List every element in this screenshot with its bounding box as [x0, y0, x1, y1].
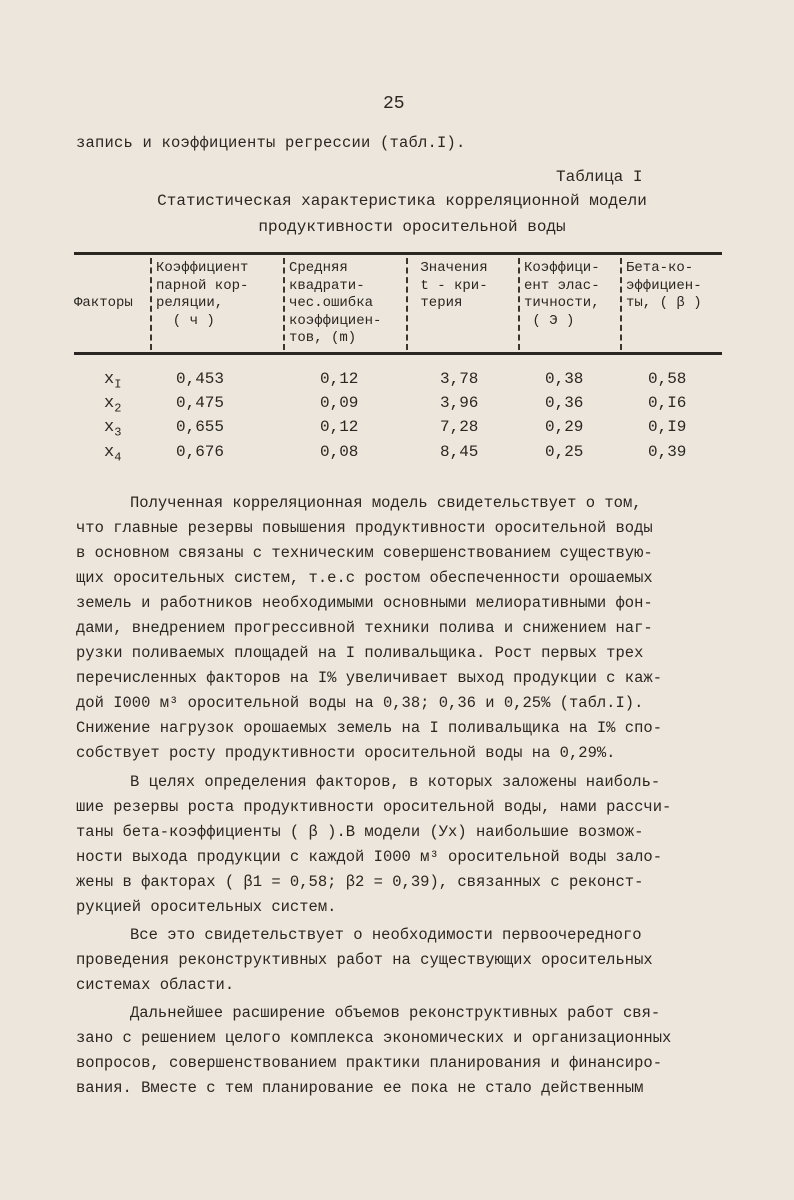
text-line: Полученная корреляционная модель свидетельствует о том,	[130, 494, 642, 512]
cell-beta: 0,I9	[648, 418, 687, 436]
column-separator	[150, 258, 152, 350]
text-line: собствует росту продуктивности оросительной воды на 0,29%.	[76, 744, 616, 762]
header-std-error: Средняя квадрати- чес.ошибка коэффициен- тов, (m)	[289, 260, 382, 346]
cell-r: 0,475	[176, 394, 225, 412]
text-line: дами, внедрением прогрессивной техники полива и снижением наг-	[76, 619, 653, 637]
column-separator	[620, 258, 622, 350]
factor-subscript: 3	[114, 425, 122, 440]
text-line: рузки поливаемых площадей на I поливальщика. Рост первых трех	[76, 644, 644, 662]
cell-t: 7,28	[440, 418, 479, 436]
cell-t: 3,78	[440, 370, 479, 388]
column-separator	[406, 258, 408, 350]
cell-beta: 0,39	[648, 443, 687, 461]
text-line: шие резервы роста продуктивности оросительной воды, нами рассчи-	[76, 798, 672, 816]
cell-e: 0,38	[545, 370, 584, 388]
factor-subscript: 4	[114, 450, 122, 465]
text-line: Все это свидетельствует о необходимости первоочередного	[130, 926, 642, 944]
text-line: таны бета-коэффициенты ( β ).В модели (Уx) наибольшие возмож-	[76, 823, 644, 841]
text-line: вопросов, совершенствованием практики планирования и финансиро-	[76, 1054, 662, 1072]
header-beta: Бета-ко- эффициен- ты, ( β )	[626, 260, 702, 311]
cell-m: 0,12	[320, 370, 359, 388]
column-separator	[518, 258, 520, 350]
cell-m: 0,08	[320, 443, 359, 461]
text-line: В целях определения факторов, в которых заложены наиболь-	[130, 773, 661, 791]
cell-t: 3,96	[440, 394, 479, 412]
row-factor	[104, 443, 121, 464]
text-line: вания. Вместе с тем планирование ее пока не стало действенным	[76, 1079, 644, 1097]
factor-symbol: x	[104, 370, 115, 389]
factor-symbol: x	[104, 394, 115, 413]
table-caption-line2: продуктивности оросительной воды	[258, 218, 566, 236]
cell-t: 8,45	[440, 443, 479, 461]
text-line: ности выхода продукции с каждой I000 м³ оросительной воды зало-	[76, 848, 662, 866]
text-line: перечисленных факторов на I% увеличивает выход продукции с каж-	[76, 669, 662, 687]
cell-r: 0,655	[176, 418, 225, 436]
page-number: 25	[383, 94, 405, 114]
intro-line: запись и коэффициенты регрессии (табл.I).	[76, 134, 466, 152]
cell-r: 0,453	[176, 370, 225, 388]
factor-subscript: I	[114, 377, 122, 392]
table-caption-line1: Статистическая характеристика корреляционной модели	[157, 192, 647, 210]
table-label: Таблица I	[556, 168, 643, 186]
cell-m: 0,12	[320, 418, 359, 436]
factor-subscript: 2	[114, 401, 122, 416]
text-line: проведения реконструктивных работ на существующих оросительных	[76, 951, 653, 969]
cell-r: 0,676	[176, 443, 225, 461]
text-line: щих оросительных систем, т.е.с ростом обеспеченности орошаемых	[76, 569, 653, 587]
text-line: дой I000 м³ оросительной воды на 0,38; 0,36 и 0,25% (табл.I).	[76, 694, 644, 712]
row-factor	[104, 418, 121, 439]
cell-e: 0,25	[545, 443, 584, 461]
cell-e: 0,29	[545, 418, 584, 436]
row-factor	[104, 394, 121, 415]
cell-e: 0,36	[545, 394, 584, 412]
cell-beta: 0,I6	[648, 394, 687, 412]
header-t-criterion: Значения t - кри- терия	[420, 260, 488, 311]
cell-beta: 0,58	[648, 370, 687, 388]
cell-m: 0,09	[320, 394, 359, 412]
header-pair-correlation: Коэффициент парной кор- реляции, ( ч )	[156, 260, 249, 329]
text-line: что главные резервы повышения продуктивности оросительной воды	[76, 519, 653, 537]
table-top-rule	[74, 252, 722, 255]
table-header-rule	[74, 352, 722, 355]
header-elasticity: Коэффици- ент элас- тичности, ( Э )	[524, 260, 600, 329]
text-line: зано с решением целого комплекса экономических и организационных	[76, 1029, 672, 1047]
text-line: системах области.	[76, 976, 235, 994]
row-factor	[104, 370, 121, 391]
text-line: жены в факторах ( β1 = 0,58; β2 = 0,39), связанных с реконст-	[76, 873, 644, 891]
factor-symbol: x	[104, 443, 115, 462]
text-line: Дальнейшее расширение объемов реконструктивных работ свя-	[130, 1004, 661, 1022]
text-line: рукцией оросительных систем.	[76, 898, 337, 916]
factor-symbol: x	[104, 418, 115, 437]
text-line: в основном связаны с техническим совершенствованием существую-	[76, 544, 653, 562]
header-factors: Факторы	[74, 295, 133, 311]
text-line: Снижение нагрузок орошаемых земель на I поливальщика на I% спо-	[76, 719, 662, 737]
column-separator	[283, 258, 285, 350]
text-line: земель и работников необходимыми основными мелиоративными фон-	[76, 594, 653, 612]
